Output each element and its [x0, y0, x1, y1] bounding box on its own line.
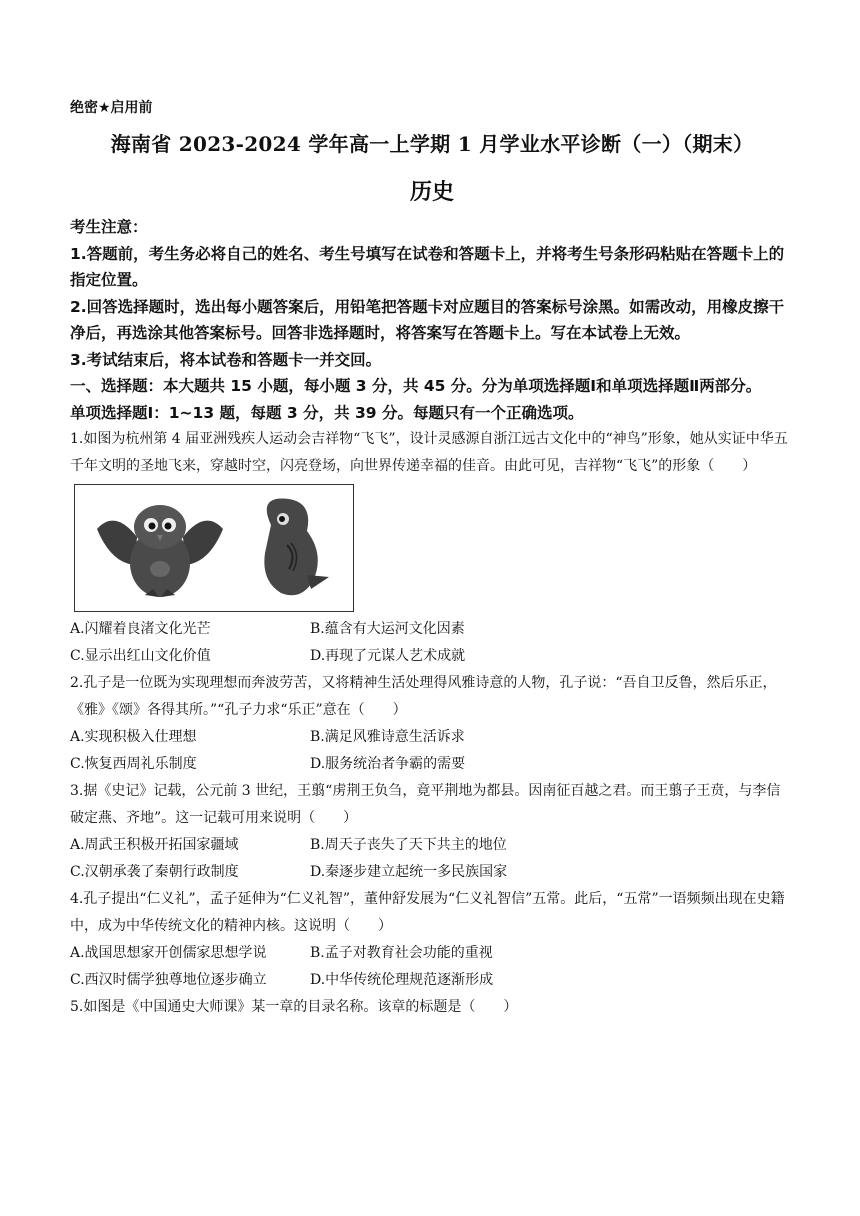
- subject-title: 历史: [409, 179, 454, 205]
- section-heading: 一、选择题：本大题共 15 小题，每小题 3 分，共 45 分。分为单项选择题Ⅰ和单项选择题Ⅱ两部分。: [70, 377, 762, 395]
- notice-heading: 考生注意：: [70, 218, 148, 236]
- mascot-drawing: [75, 485, 353, 611]
- option-d[interactable]: D.中华传统伦理规范逐渐形成: [310, 972, 494, 988]
- option-b[interactable]: B.蕴含有大运河文化因素: [310, 621, 465, 637]
- options-row: [70, 859, 794, 886]
- option-c[interactable]: C.汉朝承袭了秦朝行政制度: [70, 864, 239, 880]
- section-sub-heading: 单项选择题Ⅰ：1~13 题，每题 3 分，共 39 分。每题只有一个正确选项。: [70, 403, 584, 422]
- exam-title: 海南省 2023-2024 学年高一上学期 1 月学业水平诊断（一）（期末）: [110, 132, 754, 156]
- question-stem: 2.孔子是一位既为实现理想而奔波劳苦，又将精神生活处理得风雅诗意的人物，孔子说：“吾自卫反鲁，然后乐正，《雅》《颂》各得其所。”“孔子力求“乐正”意在（ ）: [70, 675, 777, 718]
- exam-page: [70, 96, 794, 1021]
- option-c[interactable]: C.显示出红山文化价值: [70, 648, 211, 664]
- option-a[interactable]: A.周武王积极开拓国家疆域: [70, 837, 239, 853]
- option-b[interactable]: B.孟子对教育社会功能的重视: [310, 945, 493, 961]
- option-a[interactable]: A.闪耀着良渚文化光芒: [70, 621, 211, 637]
- option-b[interactable]: B.满足风雅诗意生活诉求: [310, 729, 465, 745]
- question-stem: 1.如图为杭州第 4 届亚洲残疾人运动会吉祥物“飞飞”，设计灵感源自浙江远古文化中的“神鸟”形象，她从实证中华五千年文明的圣地飞来，穿越时空，闪亮登场，向世界传递幸福的佳音。由此可见，吉祥物“飞飞”的形象（ ）: [70, 431, 788, 474]
- mascot-front: [97, 505, 223, 597]
- notice-item: 2.回答选择题时，选出每小题答案后，用铅笔把答题卡对应题目的答案标号涂黑。如需改动，用橡皮擦干净后，再选涂其他答案标号。回答非选择题时，将答案写在答题卡上。写在本试卷上无效。: [70, 297, 785, 342]
- mascot-image: [74, 484, 354, 612]
- secret-mark: 绝密★启用前: [70, 100, 153, 116]
- question-stem: 3.据《史记》记载，公元前 3 世纪，王翦“虏荆王负刍，竟平荆地为都县。因南征百越之君。而王翦子王贲，与李信破定燕、齐地”。这一记载可用来说明（ ）: [70, 783, 781, 826]
- notice-item: 1.答题前，考生务必将自己的姓名、考生号填写在试卷和答题卡上，并将考生号条形码粘贴在答题卡上的指定位置。: [70, 244, 785, 289]
- question-stem: 4.孔子提出“仁义礼”，孟子延伸为“仁义礼智”，董仲舒发展为“仁义礼智信”五常。此后，“五常”一语频频出现在史籍中，成为中华传统文化的精神内核。这说明（ ）: [70, 891, 785, 934]
- options-row: [70, 724, 794, 751]
- option-c[interactable]: C.恢复西周礼乐制度: [70, 756, 197, 772]
- mascot-side: [264, 499, 329, 596]
- option-a[interactable]: A.实现积极入仕理想: [70, 729, 197, 745]
- options-row: [70, 940, 794, 967]
- options-row: [70, 616, 794, 643]
- option-d[interactable]: D.服务统治者争霸的需要: [310, 756, 466, 772]
- option-a[interactable]: A.战国思想家开创儒家思想学说: [70, 945, 267, 961]
- option-d[interactable]: D.再现了元谋人艺术成就: [310, 648, 466, 664]
- options-row: [70, 751, 794, 778]
- options-row: [70, 832, 794, 859]
- options-row: [70, 643, 794, 670]
- option-d[interactable]: D.秦逐步建立起统一多民族国家: [310, 864, 508, 880]
- option-b[interactable]: B.周天子丧失了天下共主的地位: [310, 837, 507, 853]
- question-stem: 5.如图是《中国通史大师课》某一章的目录名称。该章的标题是（ ）: [70, 999, 518, 1015]
- options-row: [70, 967, 794, 994]
- notice-item: 3.考试结束后，将本试卷和答题卡一并交回。: [70, 350, 382, 369]
- option-c[interactable]: C.西汉时儒学独尊地位逐步确立: [70, 972, 267, 988]
